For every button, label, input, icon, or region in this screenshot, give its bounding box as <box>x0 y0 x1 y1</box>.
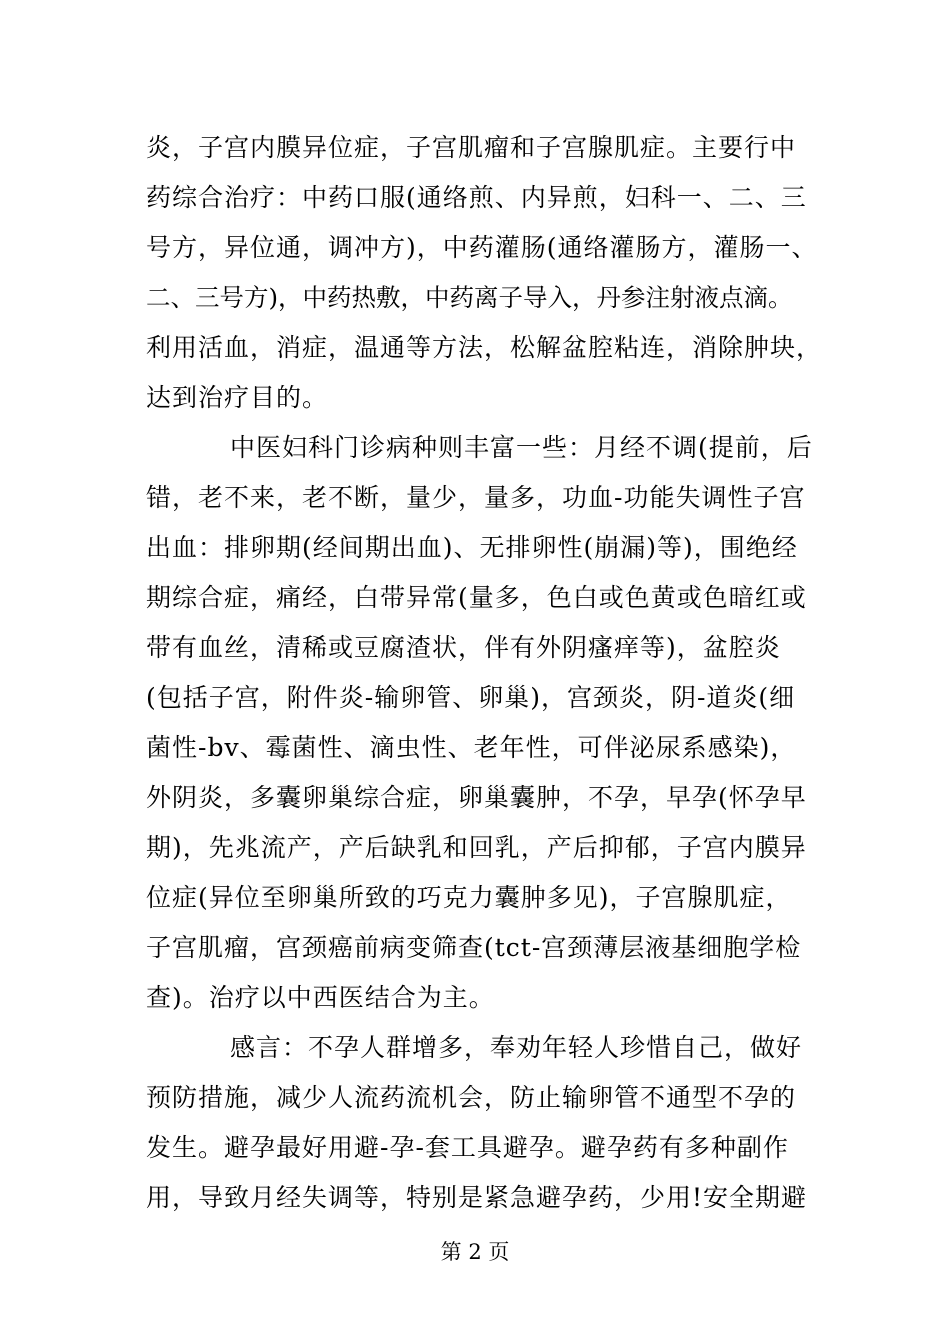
paragraph-2-line-3: 出血：排卵期(经间期出血)、无排卵性(崩漏)等)，围绝经 <box>146 533 798 562</box>
paragraph-2-line-4: 期综合症，痛经，白带异常(量多，色白或色黄或色暗红或 <box>146 583 807 612</box>
paragraph-2-line-8: 外阴炎，多囊卵巢综合症，卵巢囊肿，不孕，早孕(怀孕早 <box>146 783 807 812</box>
paragraph-2-line-9: 期)，先兆流产，产后缺乳和回乳，产后抑郁，子宫内膜异 <box>146 833 807 862</box>
paragraph-2-line-10: 位症(异位至卵巢所致的巧克力囊肿多见)，子宫腺肌症， <box>146 883 792 912</box>
paragraph-2-line-5: 带有血丝，清稀或豆腐渣状，伴有外阴瘙痒等)，盆腔炎 <box>146 633 781 662</box>
page-number-footer: 第 2 页 <box>440 1240 510 1264</box>
paragraph-2-line-6: (包括子宫，附件炎-输卵管、卵巢)，宫颈炎，阴-道炎(细 <box>146 683 796 712</box>
paragraph-2-line-11: 子宫肌瘤，宫颈癌前病变筛查(tct-宫颈薄层液基细胞学检 <box>146 933 802 962</box>
paragraph-1-line-2: 药综合治疗：中药口服(通络煎、内异煎，妇科一、二、三 <box>146 183 807 212</box>
paragraph-1-line-3: 号方，异位通，调冲方)，中药灌肠(通络灌肠方，灌肠一、 <box>146 233 818 262</box>
paragraph-3-line-3: 发生。避孕最好用避-孕-套工具避孕。避孕药有多种副作 <box>146 1133 789 1162</box>
paragraph-1-line-4: 二、三号方)，中药热敷，中药离子导入，丹参注射液点滴。 <box>146 283 793 312</box>
paragraph-3-line-1: 感言：不孕人群增多，奉劝年轻人珍惜自己，做好 <box>230 1033 803 1062</box>
paragraph-3-line-4: 用，导致月经失调等，特别是紧急避孕药，少用!安全期避 <box>146 1183 808 1212</box>
paragraph-2-line-2: 错，老不来，老不断，量少，量多，功血-功能失调性子宫 <box>146 483 806 512</box>
paragraph-2-line-1: 中医妇科门诊病种则丰富一些：月经不调(提前，后 <box>230 433 813 462</box>
paragraph-3-line-2: 预防措施，减少人流药流机会，防止输卵管不通型不孕的 <box>146 1083 797 1112</box>
paragraph-1-line-1: 炎，子宫内膜异位症，子宫肌瘤和子宫腺肌症。主要行中 <box>146 133 797 162</box>
paragraph-1-line-5: 利用活血，消症，温通等方法，松解盆腔粘连，消除肿块， <box>146 333 823 362</box>
paragraph-2-line-7: 菌性-bv、霉菌性、滴虫性、老年性，可伴泌尿系感染)， <box>146 733 797 762</box>
paragraph-2-line-12: 查)。治疗以中西医结合为主。 <box>146 983 495 1012</box>
paragraph-1-line-6: 达到治疗目的。 <box>146 383 329 412</box>
